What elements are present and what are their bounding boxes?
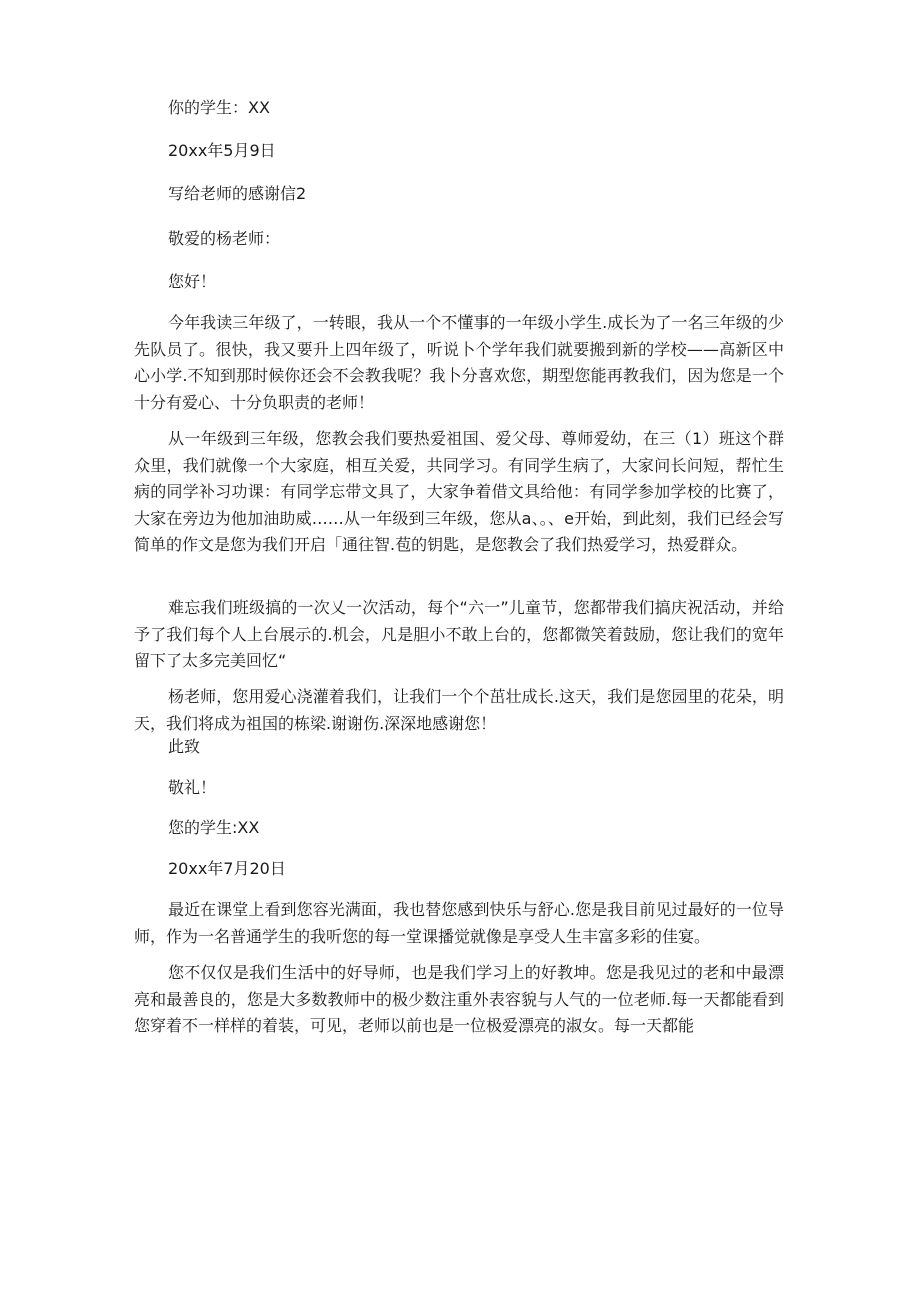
- letter2-salutation: 敬爱的杨老师：: [168, 229, 281, 248]
- letter2-paragraph-2: 从一年级到三年级，您教会我们要热爱祖国、爱父母、尊师爱幼，在三（1）班这个群众里，我们就像一个大家庭，相互关爱，共同学习。有同学生病了，大家问长问短，帮忙生病的同学补习功课：有同学忘带文具了，大家争着借文具给他：有同学参加学校的比赛了，大家在旁边为他加油助威……从一年级到三年级，您从a、。、e开始，到此刻，我们已经会写简单的作文是您为我们开启「通往智.苞的钥匙，是您教会了我们热爱学习，热爱群众。: [134, 429, 784, 554]
- letter2-closing-1: 此致: [168, 737, 201, 756]
- letter2-title: 写给老师的感谢信2: [168, 184, 307, 203]
- letter1-signature: 你的学生：XX: [168, 98, 270, 117]
- letter1-date: 20xx年5月9日: [168, 141, 276, 160]
- letter2-greeting: 您好！: [168, 272, 217, 291]
- letter2-closing-2: 敬礼！: [168, 778, 217, 797]
- letter2-paragraph-1: 今年我读三年级了，一转眼，我从一个不懂事的一年级小学生.成长为了一名三年级的少先队员了。很快，我又要升上四年级了，听说卜个学年我们就要搬到新的学校——高新区中心小学.不知到那时候你还会不会教我呢？我卜分喜欢您，期型您能再教我们，因为您是一个十分有爱心、十分负职责的老师！: [134, 313, 784, 412]
- letter3-paragraph-2: 您不仅仅是我们生活中的好导师，也是我们学习上的好教坤。您是我见过的老和中最漂亮和最善良的，您是大多数教师中的极少数注重外表容貌与人气的一位老师.每一天都能看到您穿着不一样样的着装，可见，老师以前也是一位极爱漂亮的淑女。每一天都能: [134, 963, 784, 1035]
- letter2-date: 20xx年7月20日: [168, 859, 286, 878]
- letter3-paragraph-1: 最近在课堂上看到您容光满面，我也替您感到快乐与舒心.您是我目前见过最好的一位导师，作为一名普通学生的我听您的每一堂课播觉就像是享受人生丰富多彩的佳宴。: [134, 900, 784, 946]
- letter2-paragraph-3: 难忘我们班级搞的一次乂一次活动，每个“六一”儿童节，您都带我们搞庆祝活动，并给予了我们每个人上台展示的.机会，凡是胆小不敢上台的，您都微笑着鼓励，您让我们的宽年留下了太多完美回忆“: [134, 598, 784, 670]
- letter2-signature: 您的学生:XX: [168, 818, 260, 837]
- letter2-paragraph-4: 杨老师，您用爱心浇灌着我们，让我们一个个茁壮成长.这天，我们是您园里的花朵，明天，我们将成为祖国的栋梁.谢谢伤.深深地感谢您！: [134, 687, 784, 733]
